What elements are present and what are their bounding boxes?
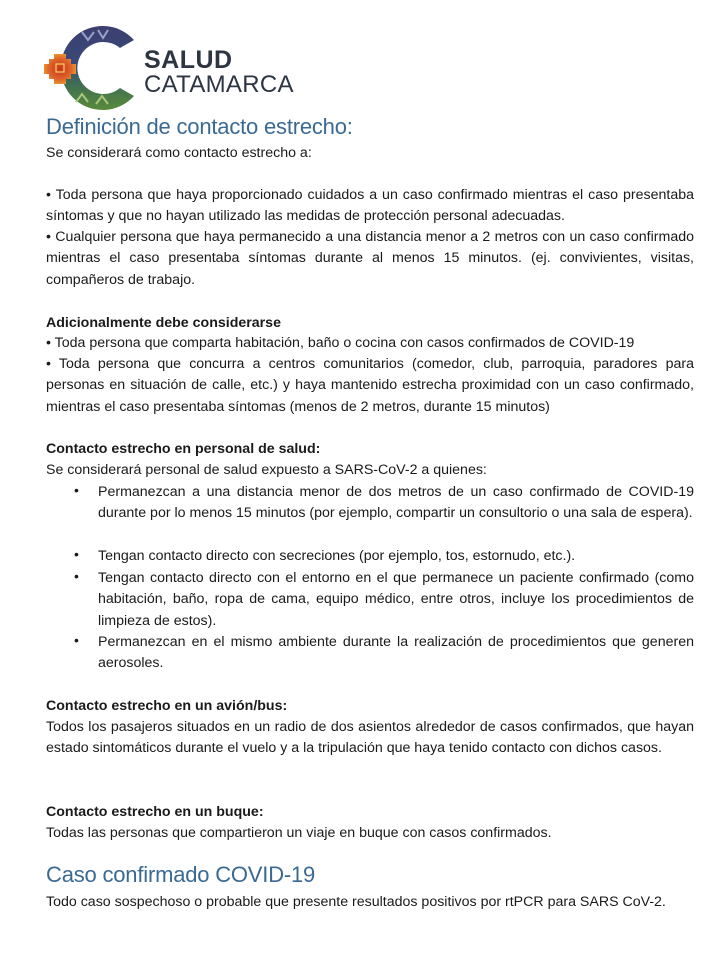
section3-bullet-1: Permanezcan a una distancia menor de dos metros de un caso confirmado de COVID-19 durante por lo menos 15 minutos (por ejemplo, compartir un consultorio o una sala de espera). xyxy=(98,484,694,522)
heading-caso-confirmado: Caso confirmado COVID-19 xyxy=(46,862,316,887)
bullet-dot: • xyxy=(74,546,79,562)
section3-bullet-4: Permanezcan en el mismo ambiente durante la realización de procedimientos que generen aerosoles. xyxy=(98,634,694,672)
brand-line2: CATAMARCA xyxy=(144,71,294,98)
header-logo xyxy=(42,22,312,114)
section4-body: Todos los pasajeros situados en un radio de dos asientos alrededor de casos confirmados, que hayan estado sintomáticos durante el vuelo y a la tripulación que haya tenido contacto con dichos casos. xyxy=(46,719,694,757)
section1-bullet-1: • Toda persona que haya proporcionado cuidados a un caso confirmado mientras el caso presentaba síntomas y que no hayan utilizado las medidas de protección personal adecuadas. xyxy=(46,187,694,225)
section2-bullet-2: • Toda persona que concurra a centros comunitarios (comedor, club, parroquia, paradores para personas en situación de calle, etc.) y haya mantenido estrecha proximidad con un caso confirmado, mientras el caso presentaba síntomas (menos de 2 metros, durante 15 minutos) xyxy=(46,356,694,415)
section1-bullet-2: • Cualquier persona que haya permanecido a una distancia menor a 2 metros con un caso confirmado mientras el caso presentaba síntomas durante al menos 15 minutos. (ej. convivientes, visitas, compañeros de trabajo. xyxy=(46,229,694,288)
heading-buque: Contacto estrecho en un buque: xyxy=(46,804,264,820)
section5-body: Todas las personas que compartieron un viaje en buque con casos confirmados. xyxy=(46,825,552,841)
section3-intro: Se considerará personal de salud expuesto a SARS-CoV-2 a quienes: xyxy=(46,462,487,478)
bullet-dot: • xyxy=(74,632,79,648)
salud-catamarca-logo-icon xyxy=(42,22,142,114)
brand-line1: SALUD xyxy=(144,46,233,74)
bullet-dot: • xyxy=(74,568,79,584)
heading-avion-bus: Contacto estrecho en un avión/bus: xyxy=(46,698,288,714)
bullet-dot: • xyxy=(74,482,79,498)
section6-body: Todo caso sospechoso o probable que presente resultados positivos por rtPCR para SARS CoV-2. xyxy=(46,894,666,910)
section3-bullet-3: Tengan contacto directo con el entorno en el que permanece un paciente confirmado (como habitación, baño, ropa de cama, equipo médico, entre otros, incluye los procedimientos de limpieza de estos). xyxy=(98,570,694,629)
heading-definicion-contacto-estrecho: Definición de contacto estrecho: xyxy=(46,114,353,139)
heading-personal-de-salud: Contacto estrecho en personal de salud: xyxy=(46,441,321,457)
section2-bullet-1: • Toda persona que comparta habitación, baño o cocina con casos confirmados de COVID-19 xyxy=(46,335,635,351)
brand-name xyxy=(144,48,294,97)
heading-adicionalmente: Adicionalmente debe considerarse xyxy=(46,315,281,331)
section1-intro: Se considerará como contacto estrecho a: xyxy=(46,145,312,161)
section3-bullet-2: Tengan contacto directo con secreciones (por ejemplo, tos, estornudo, etc.). xyxy=(98,548,576,564)
